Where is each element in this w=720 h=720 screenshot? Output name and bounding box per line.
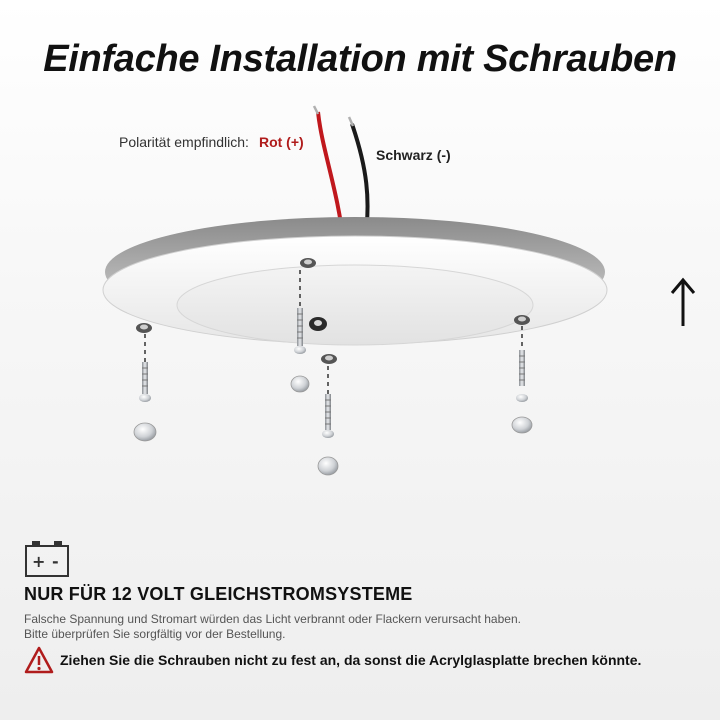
info-line-2: Bitte überprüfen Sie sorgfältig vor der Bestellung. [24, 627, 286, 641]
warning-text: Ziehen Sie die Schrauben nicht zu fest an, da sonst die Acrylglasplatte brechen könnte. [60, 652, 642, 668]
info-line-1: Falsche Spannung und Stromart würden das Licht verbrannt oder Flackern verursacht haben. [24, 612, 521, 626]
screw [134, 362, 156, 441]
acrylic-disk [177, 265, 533, 345]
black-wire-label: Schwarz (-) [376, 147, 451, 163]
battery-plus: + [32, 552, 46, 571]
battery-minus: - [52, 552, 59, 571]
screw [512, 350, 532, 433]
page-title: Einfache Installation mit Schrauben [43, 38, 677, 80]
red-wire-label: Rot (+) [258, 134, 304, 150]
warning-row [24, 646, 641, 674]
polarity-text: Polarität empfindlich: [119, 134, 249, 150]
arrow-up-icon [668, 276, 698, 328]
screw [318, 394, 338, 475]
voltage-heading: NUR FÜR 12 VOLT GLEICHSTROMSYSTEME [24, 584, 413, 604]
warning-triangle-icon [24, 646, 54, 674]
battery-icon [24, 540, 70, 578]
polarity-label [119, 134, 304, 150]
